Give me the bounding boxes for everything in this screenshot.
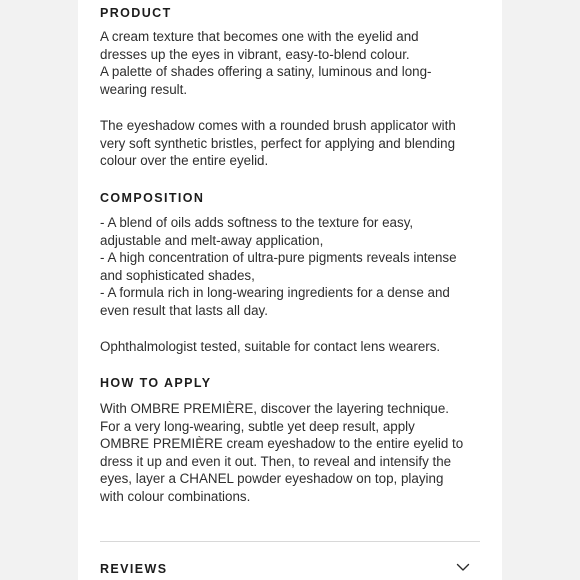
composition-list — [100, 214, 492, 320]
reviews-heading: REVIEWS — [100, 562, 168, 576]
text-line: Ophthalmologist tested, suitable for contact lens wearers. — [100, 339, 441, 354]
product-applicator-description — [100, 117, 492, 170]
composition-heading: COMPOSITION — [100, 191, 205, 205]
chevron-down-icon[interactable] — [456, 560, 470, 574]
text-line: - A blend of oils adds softness to the texture for easy, — [100, 215, 414, 230]
text-line: eyes, layer a CHANEL powder eyeshadow on top, playing — [100, 471, 444, 487]
text-line: very soft synthetic bristles, perfect for applying and blending — [100, 135, 456, 151]
text-line: wearing result. — [100, 81, 188, 97]
how-to-apply-text — [100, 400, 492, 506]
text-line: colour over the entire eyelid. — [100, 153, 269, 169]
text-line: dresses up the eyes in vibrant, easy-to-blend colour. — [100, 46, 410, 62]
how-to-apply-heading: HOW TO APPLY — [100, 376, 212, 390]
text-line: adjustable and melt-away application, — [100, 232, 324, 248]
product-heading: PRODUCT — [100, 6, 172, 20]
composition-note — [100, 338, 492, 356]
text-line: with colour combinations. — [100, 488, 251, 504]
text-line: For a very long-wearing, subtle yet deep result, apply — [100, 418, 415, 434]
text-line: OMBRE PREMIÈRE cream eyeshadow to the entire eyelid to — [100, 436, 464, 452]
text-line: even result that lasts all day. — [100, 302, 268, 318]
product-details-panel — [78, 0, 502, 580]
reviews-accordion-toggle[interactable] — [100, 558, 480, 578]
text-line: With OMBRE PREMIÈRE, discover the layering technique. — [100, 401, 450, 416]
product-description — [100, 28, 492, 98]
text-line: and sophisticated shades, — [100, 267, 255, 283]
text-line: - A formula rich in long-wearing ingredients for a dense and — [100, 285, 450, 301]
text-line: A palette of shades offering a satiny, luminous and long- — [100, 64, 432, 80]
text-line: - A high concentration of ultra-pure pigments reveals intense — [100, 250, 457, 266]
text-line: The eyeshadow comes with a rounded brush applicator with — [100, 118, 456, 133]
text-line: dress it up and even it out. Then, to reveal and intensify the — [100, 453, 452, 469]
section-divider — [100, 541, 480, 542]
text-line: A cream texture that becomes one with the eyelid and — [100, 29, 419, 44]
